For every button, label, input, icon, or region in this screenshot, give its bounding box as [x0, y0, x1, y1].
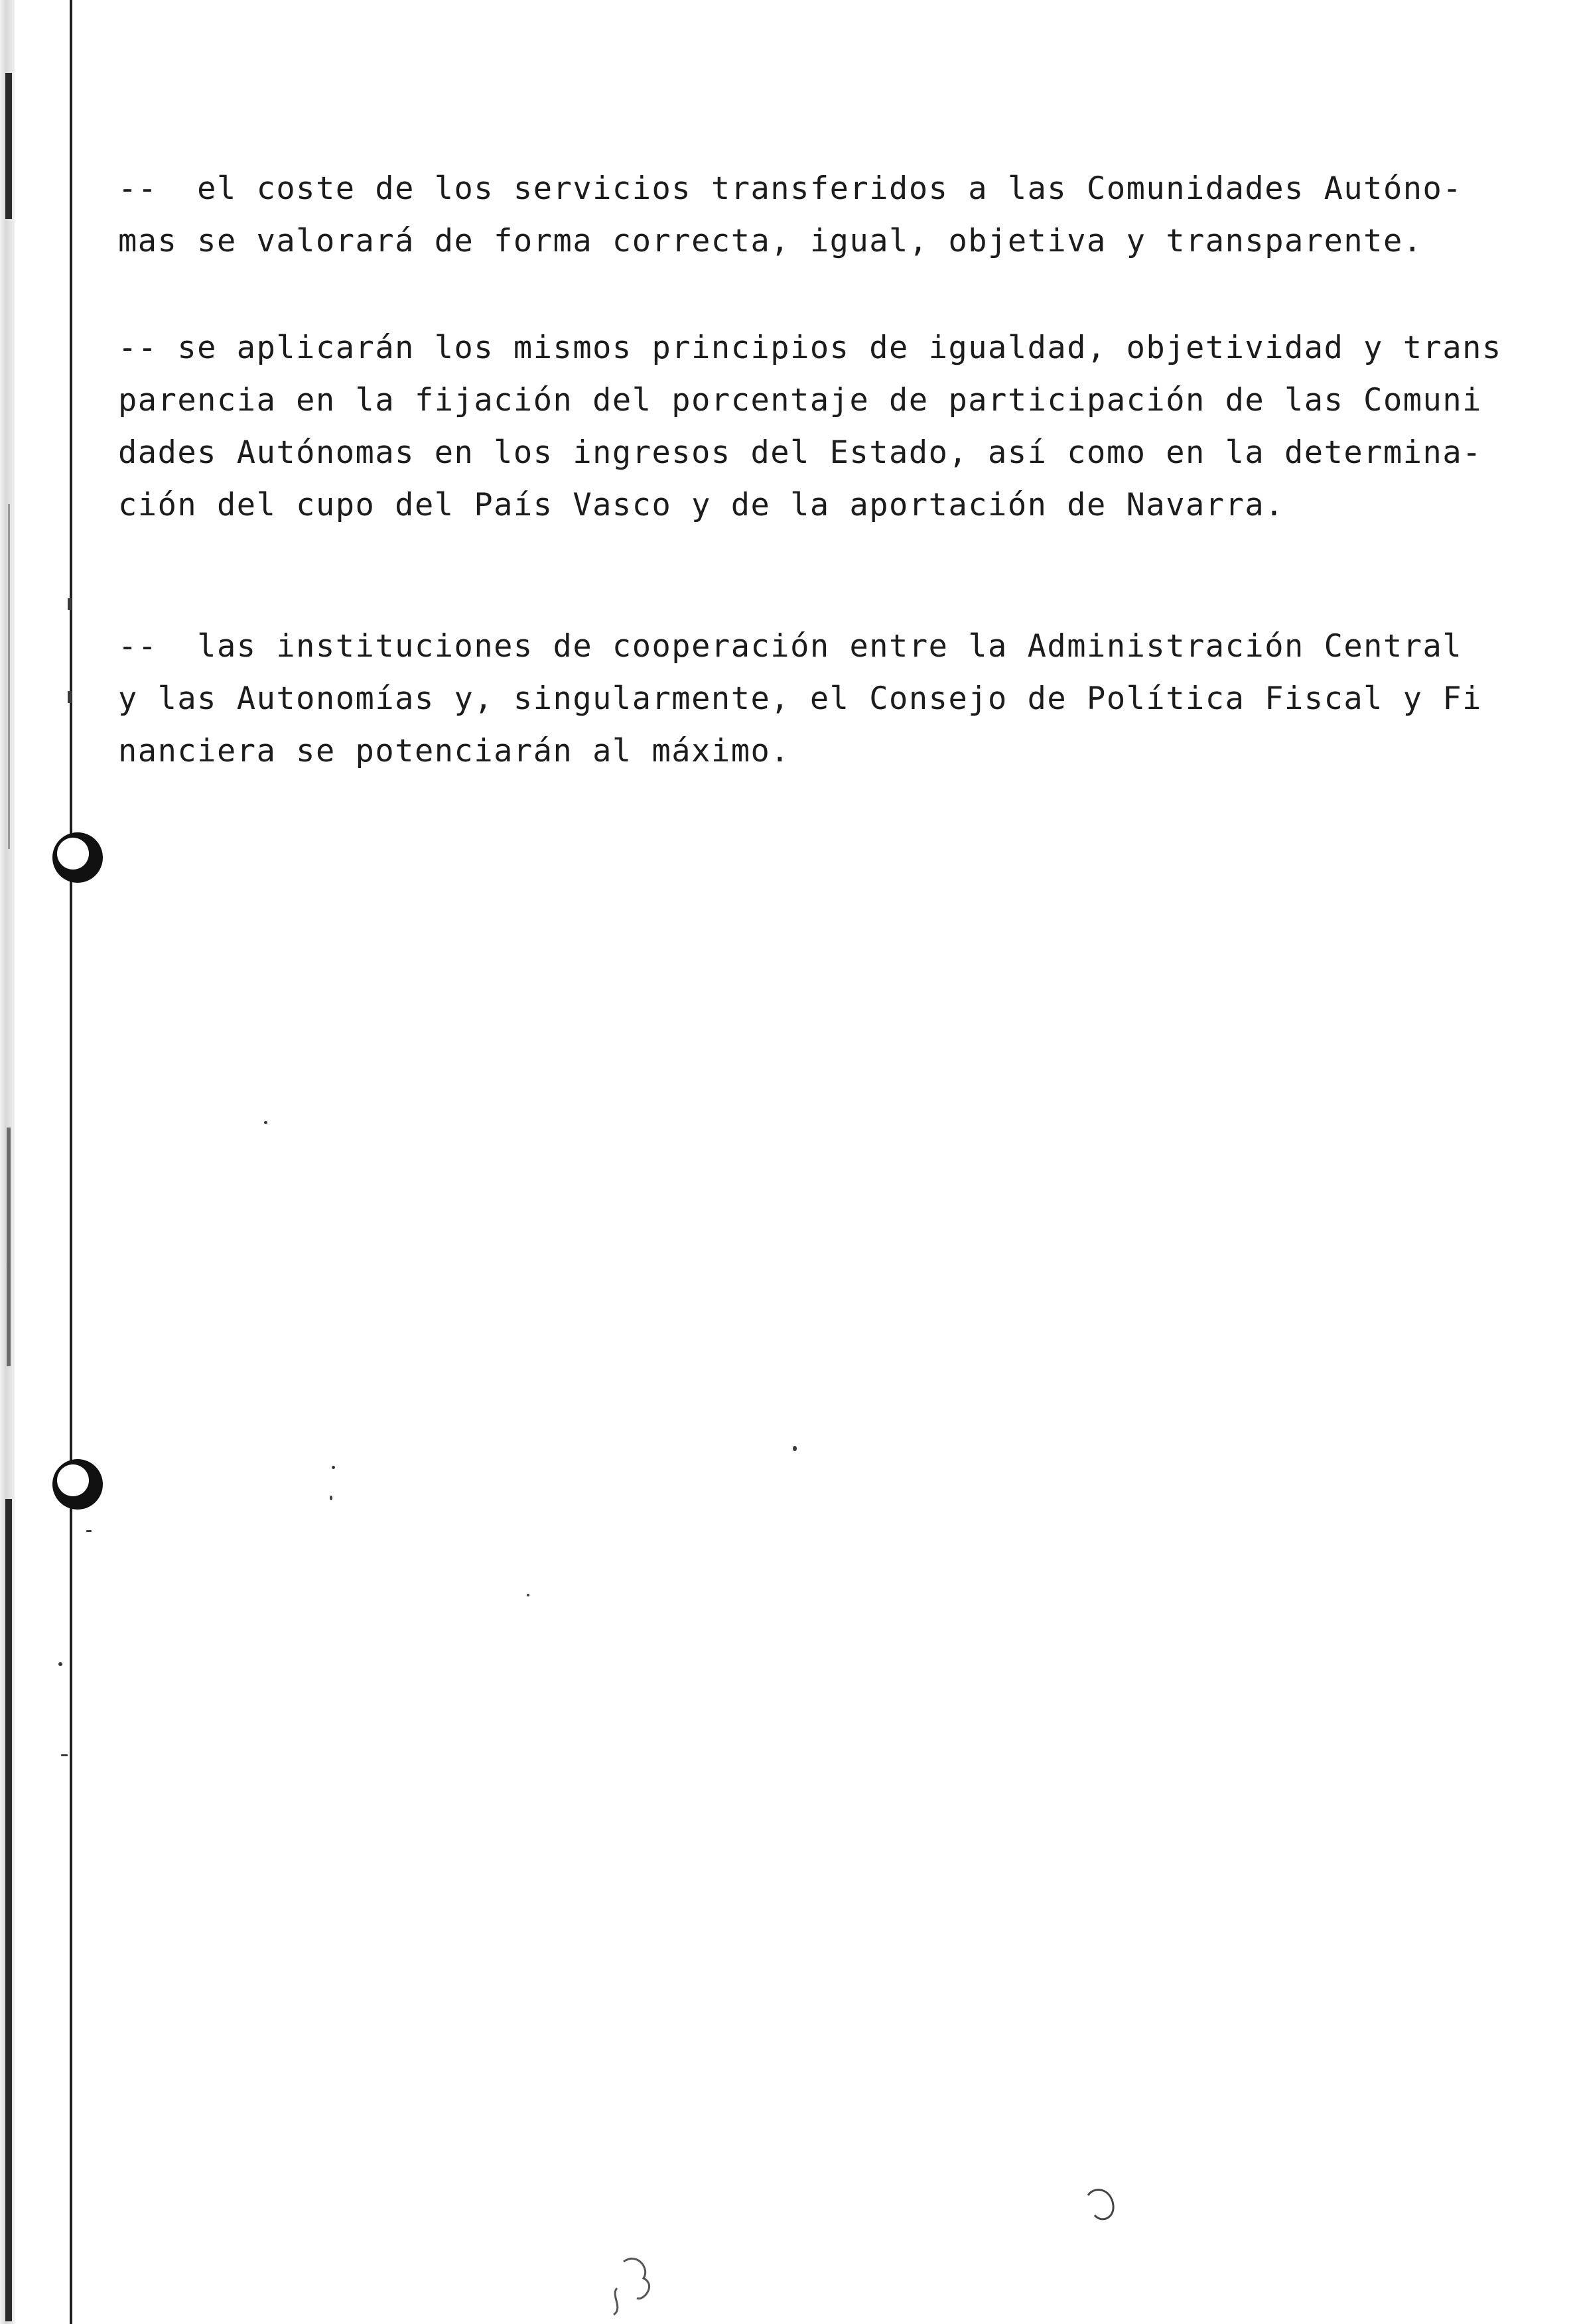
text-line: -- las instituciones de cooperación entre la Administración Central: [118, 628, 1463, 665]
binding-mark: [8, 504, 10, 849]
scan-speck: [61, 1754, 68, 1756]
binding-mark: [5, 1499, 12, 2321]
scan-binding-edge: [0, 0, 73, 2324]
scan-speck: [264, 1121, 267, 1124]
scan-speck: [527, 1594, 529, 1596]
scan-speck: [793, 1446, 797, 1451]
punch-hole-icon: [49, 829, 106, 886]
scan-speck: [332, 1466, 335, 1469]
text-line: ción del cupo del País Vasco y de la aportación de Navarra.: [118, 487, 1284, 523]
scan-speck: [68, 598, 72, 610]
scan-speck: [58, 1662, 62, 1666]
text-line: -- se aplicarán los mismos principios de igualdad, objetividad y trans: [118, 330, 1502, 366]
text-line: dades Autónomas en los ingresos del Estado, así como en la determina-: [118, 434, 1482, 471]
punch-hole-icon: [49, 1456, 106, 1513]
text-line: nanciera se potenciarán al máximo.: [118, 733, 791, 769]
paragraph-services-cost: [118, 162, 1525, 267]
scan-speck: [86, 1530, 92, 1532]
margin-rule: [70, 0, 72, 2324]
scan-smudge: [1075, 2182, 1128, 2228]
binding-mark: [5, 73, 12, 219]
paragraph-equality-principles: [118, 322, 1525, 531]
text-line: y las Autonomías y, singularmente, el Consejo de Política Fiscal y Fi: [118, 680, 1482, 717]
scan-speck: [330, 1496, 332, 1500]
binding-mark: [7, 1128, 11, 1366]
text-line: -- el coste de los servicios transferidos a las Comunidades Autóno-: [118, 170, 1463, 207]
text-line: parencia en la fijación del porcentaje de participación de las Comuni: [118, 382, 1482, 419]
paragraph-cooperation-institutions: [118, 620, 1525, 777]
text-line: mas se valorará de forma correcta, igual, objetiva y transparente.: [118, 223, 1423, 259]
scan-smudge: [597, 2248, 677, 2324]
scan-speck: [68, 691, 72, 703]
